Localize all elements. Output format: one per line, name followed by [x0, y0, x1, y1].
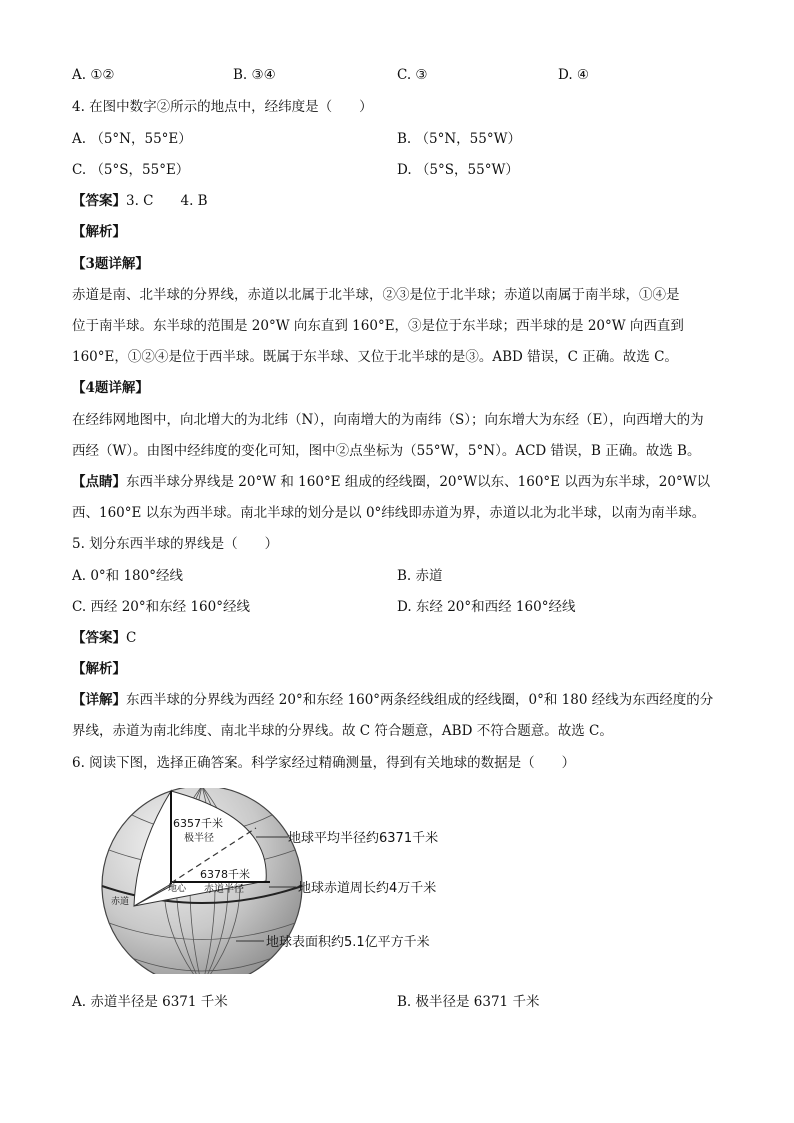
- equator-label: 赤道: [111, 897, 130, 907]
- q5-option-b: B. 赤道: [397, 568, 443, 584]
- tip-line: 西、160°E 以东为西半球。南北半球的划分是以 0°纬线即赤道为界，赤道以北为北半球，以南为南半球。: [72, 505, 706, 521]
- tip-tag: 【点睛】: [72, 474, 126, 490]
- detail5-line: 东西半球的分界线为西经 20°和东经 160°两条经线组成的经线圈，0°和 180 经线为东西经度的分: [126, 692, 714, 708]
- answer-text: C: [126, 630, 137, 646]
- tip-34: [72, 467, 732, 529]
- q3-option-c: C. ③: [397, 67, 428, 83]
- callout-mean-radius: 地球平均半径约6371千米: [288, 831, 439, 846]
- q4-option-c: C. （5°S，55°E）: [72, 162, 190, 178]
- earth-center-label: 地心: [168, 884, 187, 894]
- q5-option-d: D. 东经 20°和西经 160°经线: [397, 599, 576, 615]
- q3-option-a: A. ①②: [72, 67, 115, 83]
- q6-option-b: B. 极半径是 6371 千米: [397, 994, 540, 1010]
- detail5-line: 界线，赤道为南北纬度、南北半球的分界线。故 C 符合题意，ABD 不符合题意。故选 C。: [72, 723, 613, 739]
- q4-option-a: A. （5°N，55°E）: [72, 131, 192, 147]
- answer-5: [72, 628, 136, 648]
- polar-radius-label: 极半径: [184, 833, 214, 844]
- answer-text: 3. C 4. B: [126, 193, 208, 209]
- q5-option-a: A. 0°和 180°经线: [72, 568, 183, 584]
- detail5-tag: 【详解】: [72, 692, 126, 708]
- answer-tag: 【答案】: [72, 193, 126, 209]
- polar-radius-value: 6357千米: [173, 817, 223, 830]
- q4-option-d: D. （5°S，55°W）: [397, 162, 519, 178]
- q6-stem: 6. 阅读下图，选择正确答案。科学家经过精确测量，得到有关地球的数据是（ ）: [72, 755, 576, 771]
- q5-option-c: C. 西经 20°和东经 160°经线: [72, 599, 250, 615]
- detail3-line: 位于南半球。东半球的范围是 20°W 向东直到 160°E，③是位于东半球；西半球的是 20°W 向西直到: [72, 318, 684, 334]
- detail4-line: 在经纬网地图中，向北增大的为北纬（N），向南增大的为南纬（S）；向东增大为东经（E），向西增大的为: [72, 412, 704, 428]
- callout-circumference: 地球赤道周长约4万千米: [298, 881, 437, 896]
- q6-option-a: A. 赤道半径是 6371 千米: [72, 994, 228, 1010]
- q4-option-b: B. （5°N，55°W）: [397, 131, 521, 147]
- detail5-body: [72, 685, 732, 747]
- detail4-heading: 【4题详解】: [72, 380, 149, 396]
- answer-34: [72, 191, 208, 211]
- analysis-heading-34: 【解析】: [72, 224, 126, 240]
- callout-area: 地球表面积约5.1亿平方千米: [266, 935, 430, 950]
- q4-stem: 4. 在图中数字②所示的地点中，经纬度是（ ）: [72, 99, 373, 115]
- detail4-body: [72, 405, 732, 467]
- earth-figure: [66, 788, 466, 974]
- q3-option-d: D. ④: [558, 67, 590, 83]
- tip-line: 东西半球分界线是 20°W 和 160°E 组成的经线圈，20°W以东、160°E 以西为东半球，20°W以: [126, 474, 711, 490]
- answer-tag: 【答案】: [72, 630, 126, 646]
- q5-stem: 5. 划分东西半球的界线是（ ）: [72, 536, 279, 552]
- equatorial-radius-label: 赤道半径: [204, 884, 244, 895]
- detail3-line: 160°E，①②④是位于西半球。既属于东半球、又位于北半球的是③。ABD 错误，C 正确。故选 C。: [72, 349, 678, 365]
- detail3-line: 赤道是南、北半球的分界线，赤道以北属于北半球，②③是位于北半球；赤道以南属于南半球，①④是: [72, 287, 680, 303]
- detail3-heading: 【3题详解】: [72, 256, 149, 272]
- equatorial-radius-value: 6378千米: [200, 868, 250, 881]
- detail4-line: 西经（W）。由图中经纬度的变化可知，图中②点坐标为（55°W，5°N）。ACD 错误，B 正确。故选 B。: [72, 443, 701, 459]
- detail3-body: [72, 280, 732, 373]
- analysis-heading-5: 【解析】: [72, 661, 126, 677]
- q3-option-b: B. ③④: [233, 67, 276, 83]
